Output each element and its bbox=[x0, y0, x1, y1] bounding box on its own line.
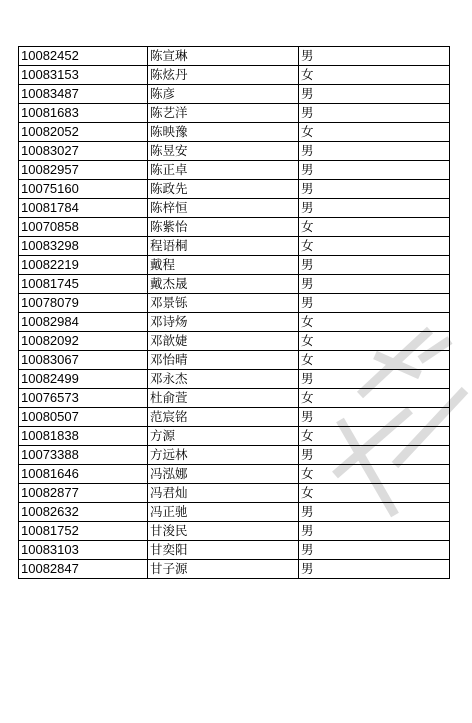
student-name-cell: 陈艺洋 bbox=[148, 104, 299, 123]
table-row bbox=[19, 541, 450, 560]
student-name-cell: 陈彦 bbox=[148, 85, 299, 104]
student-gender-cell: 女 bbox=[299, 123, 450, 142]
table-row bbox=[19, 199, 450, 218]
student-id-cell: 10081838 bbox=[19, 427, 148, 446]
student-gender-cell: 男 bbox=[299, 161, 450, 180]
student-name-cell: 陈昱安 bbox=[148, 142, 299, 161]
student-id-cell: 10082847 bbox=[19, 560, 148, 579]
table-row bbox=[19, 294, 450, 313]
student-gender-cell: 男 bbox=[299, 370, 450, 389]
student-id-cell: 10082452 bbox=[19, 47, 148, 66]
student-gender-cell: 男 bbox=[299, 446, 450, 465]
student-id-cell: 10081646 bbox=[19, 465, 148, 484]
student-name-cell: 方源 bbox=[148, 427, 299, 446]
student-name-cell: 甘奕阳 bbox=[148, 541, 299, 560]
student-gender-cell: 女 bbox=[299, 332, 450, 351]
student-gender-cell: 男 bbox=[299, 503, 450, 522]
table-row bbox=[19, 408, 450, 427]
table-row bbox=[19, 142, 450, 161]
student-id-cell: 10081784 bbox=[19, 199, 148, 218]
student-name-cell: 杜俞萱 bbox=[148, 389, 299, 408]
student-id-cell: 10082092 bbox=[19, 332, 148, 351]
table-row bbox=[19, 465, 450, 484]
table-row bbox=[19, 351, 450, 370]
student-gender-cell: 女 bbox=[299, 351, 450, 370]
student-gender-cell: 女 bbox=[299, 389, 450, 408]
student-gender-cell: 男 bbox=[299, 408, 450, 427]
student-name-cell: 甘子源 bbox=[148, 560, 299, 579]
student-gender-cell: 男 bbox=[299, 275, 450, 294]
table-row bbox=[19, 560, 450, 579]
table-row bbox=[19, 389, 450, 408]
student-gender-cell: 女 bbox=[299, 427, 450, 446]
student-name-cell: 程语桐 bbox=[148, 237, 299, 256]
table-row bbox=[19, 104, 450, 123]
roster-body bbox=[19, 47, 450, 579]
table-row bbox=[19, 503, 450, 522]
table-row bbox=[19, 275, 450, 294]
student-name-cell: 陈梓恒 bbox=[148, 199, 299, 218]
student-id-cell: 10083487 bbox=[19, 85, 148, 104]
table-row bbox=[19, 332, 450, 351]
table-row bbox=[19, 256, 450, 275]
student-name-cell: 陈炫丹 bbox=[148, 66, 299, 85]
student-name-cell: 邓歆婕 bbox=[148, 332, 299, 351]
student-gender-cell: 女 bbox=[299, 218, 450, 237]
student-id-cell: 10083298 bbox=[19, 237, 148, 256]
student-name-cell: 邓永杰 bbox=[148, 370, 299, 389]
table-row bbox=[19, 161, 450, 180]
student-name-cell: 冯泓娜 bbox=[148, 465, 299, 484]
student-name-cell: 陈映豫 bbox=[148, 123, 299, 142]
student-id-cell: 10083153 bbox=[19, 66, 148, 85]
student-gender-cell: 男 bbox=[299, 199, 450, 218]
student-name-cell: 方远林 bbox=[148, 446, 299, 465]
table-row bbox=[19, 85, 450, 104]
student-name-cell: 陈正卓 bbox=[148, 161, 299, 180]
student-gender-cell: 男 bbox=[299, 256, 450, 275]
student-id-cell: 10082957 bbox=[19, 161, 148, 180]
student-name-cell: 陈紫怡 bbox=[148, 218, 299, 237]
student-id-cell: 10075160 bbox=[19, 180, 148, 199]
student-name-cell: 邓景铄 bbox=[148, 294, 299, 313]
student-id-cell: 10080507 bbox=[19, 408, 148, 427]
student-name-cell: 邓诗炀 bbox=[148, 313, 299, 332]
student-id-cell: 10073388 bbox=[19, 446, 148, 465]
student-name-cell: 戴杰晟 bbox=[148, 275, 299, 294]
student-name-cell: 陈宣琳 bbox=[148, 47, 299, 66]
student-name-cell: 陈政先 bbox=[148, 180, 299, 199]
student-roster-table bbox=[18, 46, 450, 579]
table-row bbox=[19, 123, 450, 142]
student-gender-cell: 男 bbox=[299, 541, 450, 560]
table-row bbox=[19, 522, 450, 541]
student-id-cell: 10082219 bbox=[19, 256, 148, 275]
student-id-cell: 10070858 bbox=[19, 218, 148, 237]
student-name-cell: 戴程 bbox=[148, 256, 299, 275]
student-gender-cell: 男 bbox=[299, 522, 450, 541]
student-gender-cell: 女 bbox=[299, 313, 450, 332]
student-id-cell: 10081683 bbox=[19, 104, 148, 123]
student-name-cell: 冯正驰 bbox=[148, 503, 299, 522]
student-id-cell: 10083027 bbox=[19, 142, 148, 161]
student-id-cell: 10081752 bbox=[19, 522, 148, 541]
student-id-cell: 10076573 bbox=[19, 389, 148, 408]
table-row bbox=[19, 370, 450, 389]
student-gender-cell: 女 bbox=[299, 484, 450, 503]
student-name-cell: 邓怡晴 bbox=[148, 351, 299, 370]
student-id-cell: 10083103 bbox=[19, 541, 148, 560]
table-row bbox=[19, 484, 450, 503]
student-gender-cell: 男 bbox=[299, 142, 450, 161]
student-id-cell: 10082052 bbox=[19, 123, 148, 142]
student-id-cell: 10083067 bbox=[19, 351, 148, 370]
table-row bbox=[19, 66, 450, 85]
student-name-cell: 冯君灿 bbox=[148, 484, 299, 503]
student-id-cell: 10082984 bbox=[19, 313, 148, 332]
table-row bbox=[19, 218, 450, 237]
student-gender-cell: 男 bbox=[299, 85, 450, 104]
table-row bbox=[19, 427, 450, 446]
table-row bbox=[19, 47, 450, 66]
student-gender-cell: 女 bbox=[299, 237, 450, 256]
student-gender-cell: 女 bbox=[299, 66, 450, 85]
student-id-cell: 10081745 bbox=[19, 275, 148, 294]
student-gender-cell: 男 bbox=[299, 104, 450, 123]
student-gender-cell: 男 bbox=[299, 47, 450, 66]
student-id-cell: 10082632 bbox=[19, 503, 148, 522]
table-row bbox=[19, 237, 450, 256]
student-name-cell: 范宸铭 bbox=[148, 408, 299, 427]
student-gender-cell: 女 bbox=[299, 465, 450, 484]
student-id-cell: 10082499 bbox=[19, 370, 148, 389]
student-gender-cell: 男 bbox=[299, 294, 450, 313]
table-row bbox=[19, 313, 450, 332]
table-row bbox=[19, 180, 450, 199]
table-row bbox=[19, 446, 450, 465]
student-name-cell: 甘浚民 bbox=[148, 522, 299, 541]
student-gender-cell: 男 bbox=[299, 560, 450, 579]
student-id-cell: 10082877 bbox=[19, 484, 148, 503]
student-id-cell: 10078079 bbox=[19, 294, 148, 313]
student-gender-cell: 男 bbox=[299, 180, 450, 199]
